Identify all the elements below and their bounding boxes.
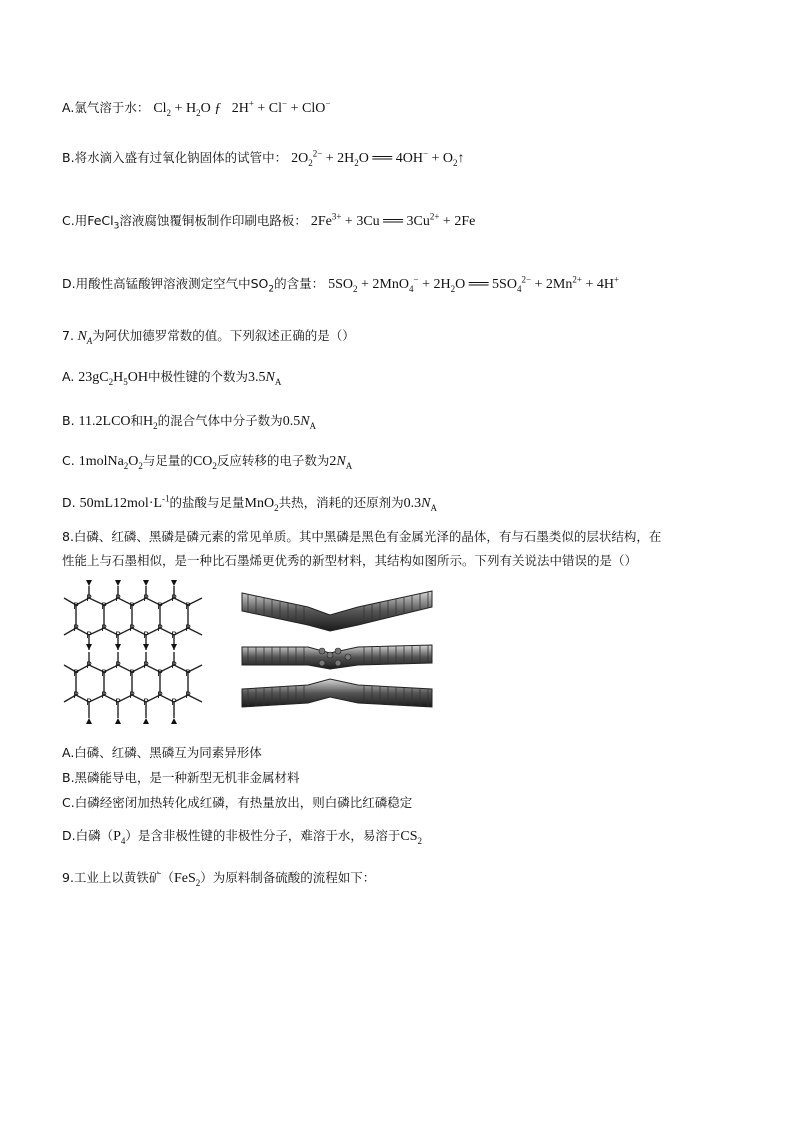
option-label: D. <box>62 276 76 291</box>
option-label: C. <box>62 453 75 468</box>
question-stem: ）为原料制备硫酸的流程如下： <box>200 870 376 885</box>
svg-text:P: P <box>185 691 191 701</box>
q6-option-c <box>62 212 475 231</box>
svg-text:P: P <box>143 661 149 671</box>
svg-text:P: P <box>157 691 163 701</box>
svg-text:P: P <box>129 624 135 634</box>
svg-text:P: P <box>157 669 163 679</box>
svg-text:P: P <box>73 669 79 679</box>
svg-text:P: P <box>185 669 191 679</box>
svg-text:P: P <box>73 602 79 612</box>
option-text: ）是含非极性键的非极性分子，难溶于水，易溶于 <box>125 828 401 843</box>
q7-option-c: C. $1molNa_2O_2$与足量的$CO_2$反应转移的电子数为$2N_A$ <box>62 453 353 471</box>
q6-option-b <box>62 149 465 168</box>
chem-equation: $5SO_2 + 2MnO_4^- + 2H_2O$ ══ $5SO_4^{2-} + 2Mn^{2+} + 4H^+$ <box>328 274 620 294</box>
formula-cs2: $CS_2$ <box>400 829 423 846</box>
layered-structure-3d-figure <box>238 585 436 723</box>
svg-text:P: P <box>171 594 177 604</box>
svg-text:P: P <box>143 594 149 604</box>
q7-option-b: B. 11.2LCO和$H_2$的混合气体中分子数为$0.5N_A$ <box>62 413 317 431</box>
option-text: 将水滴入盛有过氧化钠固体的试管中： <box>74 150 288 165</box>
svg-text:P: P <box>86 661 92 671</box>
svg-text:P: P <box>157 624 163 634</box>
svg-text:P: P <box>86 631 92 641</box>
atom-labels <box>73 594 191 708</box>
svg-text:P: P <box>115 661 121 671</box>
formula-fes2: FeS$_2$ <box>173 871 201 888</box>
svg-text:P: P <box>115 631 121 641</box>
option-text: 用FeCl$_3$溶液腐蚀覆铜板制作印刷电路板： <box>74 213 307 232</box>
svg-text:P: P <box>101 602 107 612</box>
svg-text:P: P <box>171 661 177 671</box>
svg-text:P: P <box>101 669 107 679</box>
black-phosphorus-lattice-figure <box>62 580 208 725</box>
svg-text:P: P <box>86 594 92 604</box>
q7-option-d: D. $50mL12mol\cdot L^{-1}$的盐酸与足量MnO$_2$共热，消耗的还原剂为$0.3N_A$ <box>62 493 437 513</box>
svg-text:P: P <box>101 691 107 701</box>
chem-equation: $2Fe^{3+} + 3Cu$ ══ $3Cu^{2+} + 2Fe$ <box>310 211 476 229</box>
layer-top <box>242 591 432 631</box>
svg-text:P: P <box>171 631 177 641</box>
svg-text:P: P <box>185 602 191 612</box>
q9-stem <box>62 869 375 888</box>
option-text: 用酸性高锰酸钾溶液测定空气中$SO_2$的含量： <box>75 276 325 295</box>
svg-text:P: P <box>129 691 135 701</box>
option-text: $23gC_2H_5OH$ <box>78 370 148 387</box>
q8-option-a: A.白磷、红磷、黑磷互为同素异形体 <box>62 745 262 760</box>
option-text: D.白磷（ <box>62 828 114 843</box>
option-text: $50mL12mol\cdot L^{-1}$ <box>79 493 170 511</box>
option-label: A. <box>62 369 75 384</box>
q8-option-c: C.白磷经密闭加热转化成红磷，有热量放出，则白磷比红磷稳定 <box>62 795 413 810</box>
layer-bottom <box>242 679 432 707</box>
q8-option-d <box>62 827 422 846</box>
option-text: 11.2LCO <box>78 414 131 429</box>
q8-stem-line2: 性能上与石墨相似，是一种比石墨烯更优秀的新型材料，其结构如图所示。下列有关说法中错误的是（） <box>62 553 638 568</box>
q8-stem-line1: 8.白磷、红磷、黑磷是磷元素的常见单质。其中黑磷是黑色有金属光泽的晶体，有与石墨类似的层状结构，在 <box>62 529 662 544</box>
svg-text:P: P <box>129 669 135 679</box>
q6-option-d <box>62 275 619 294</box>
option-label: B. <box>62 150 75 165</box>
svg-text:P: P <box>143 631 149 641</box>
question-stem: 9.工业上以黄铁矿（ <box>62 870 174 885</box>
svg-text:P: P <box>143 698 149 708</box>
svg-text:P: P <box>115 594 121 604</box>
q6-option-a <box>62 99 330 118</box>
question-number: 7. <box>62 328 74 343</box>
chem-equation: $2O_2^{2-} + 2H_2O$ ══ $4OH^- + O_2↑$ <box>291 148 465 168</box>
svg-text:P: P <box>157 602 163 612</box>
option-label: B. <box>62 413 75 428</box>
svg-text:P: P <box>73 691 79 701</box>
q8-option-b: B.黑磷能导电，是一种新型无机非金属材料 <box>62 770 300 785</box>
na-symbol: $N_A$ <box>73 329 93 346</box>
svg-text:P: P <box>73 624 79 634</box>
option-text: $1molNa_2O_2$ <box>78 454 143 471</box>
q7-option-a: A. $23gC_2H_5OH$中极性键的个数为$3.5N_A$ <box>62 369 282 387</box>
question-stem: 为阿伏加德罗常数的值。下列叙述正确的是（） <box>92 328 355 343</box>
svg-text:P: P <box>129 602 135 612</box>
chem-equation: $Cl_2 + H_2O$ ƒ 2H+ + Cl− + ClO− <box>153 98 331 118</box>
svg-text:P: P <box>86 698 92 708</box>
option-text: 氯气溶于水： <box>74 100 150 115</box>
option-label: D. <box>62 495 76 510</box>
svg-text:P: P <box>171 698 177 708</box>
svg-text:P: P <box>185 624 191 634</box>
svg-text:P: P <box>115 698 121 708</box>
option-label: C. <box>62 213 75 228</box>
option-label: A. <box>62 100 75 115</box>
formula-p4: $P_4$ <box>113 829 126 846</box>
q7-stem <box>62 327 355 346</box>
svg-text:P: P <box>101 624 107 634</box>
